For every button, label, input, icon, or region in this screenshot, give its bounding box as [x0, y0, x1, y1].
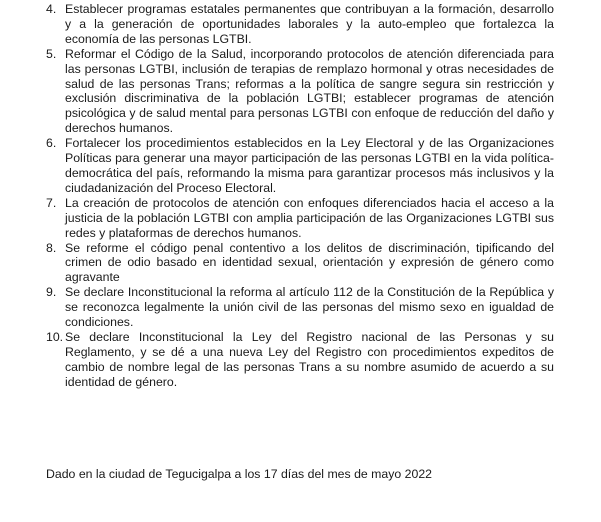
list-item-text: La creación de protocolos de atención con enfoques diferenciados hacia el acceso a la justicia de la población LGTBI con amplia participación de las Organizaciones LGTBI sus redes y plataformas de derechos humanos. — [65, 195, 554, 240]
list-item-number: 6. — [46, 136, 57, 151]
list-item-number: 9. — [46, 285, 57, 300]
list-item-10 — [46, 330, 554, 390]
demands-list — [46, 2, 554, 390]
list-item-number: 4. — [46, 2, 57, 16]
list-item-7 — [46, 196, 554, 241]
list-item-text: Se declare Inconstitucional la reforma al artículo 112 de la Constitución de la República y se reconozca legalmente la unión civil de las personas del mismo sexo en igualdad de condiciones. — [65, 285, 554, 330]
list-item-text: Se reforme el código penal contentivo a los delitos de discriminación, tipificando del crimen de odio basado en identidad sexual, orientación y expresión de género como agravante — [65, 240, 554, 285]
list-item-6 — [46, 136, 554, 196]
list-item-text: Reformar el Código de la Salud, incorporando protocolos de atención diferenciada para las personas LGTBI, inclusión de terapias de remplazo hormonal y otras necesidades de salud de las personas Trans; reformas a la política de sangre segura sin restricción y exclusión discriminativa de la población LGTBI; establecer programas de atención psicológica y de salud mental para personas LGTBI con enfoque de reducción del daño y derechos humanos. — [65, 46, 554, 136]
list-item-number: 10. — [46, 329, 64, 344]
list-item-5 — [46, 47, 554, 136]
list-item-number: 7. — [46, 195, 57, 210]
list-item-text: Se declare Inconstitucional la Ley del Registro nacional de las Personas y su Reglamento, y se dé a una nueva Ley del Registro con procedimientos expeditos de cambio de nombre legal de las personas Trans a su nombre asumido de acuerdo a su identidad de género. — [65, 329, 554, 389]
list-item-number: 5. — [46, 46, 57, 61]
list-item-text: Fortalecer los procedimientos establecidos en la Ley Electoral y de las Organizaciones Políticas para generar una mayor participación de las personas LGTBI en la vida política-democrática del país, reformando la misma para garantizar procesos más inclusivos y la ciudadanización del Proceso Electoral. — [65, 136, 554, 195]
closing-statement: Dado en la ciudad de Tegucigalpa a los 17 días del mes de mayo 2022 — [46, 467, 433, 482]
list-item-text: Establecer programas estatales permanentes que contribuyan a la formación, desarrollo y a la generación de oportunidades laborales y la auto-empleo que fortalezca la economía de las personas LGTBI. — [65, 2, 554, 46]
list-item-9 — [46, 285, 554, 330]
list-item-4 — [46, 2, 554, 47]
list-item-8 — [46, 241, 554, 286]
list-item-number: 8. — [46, 240, 57, 255]
